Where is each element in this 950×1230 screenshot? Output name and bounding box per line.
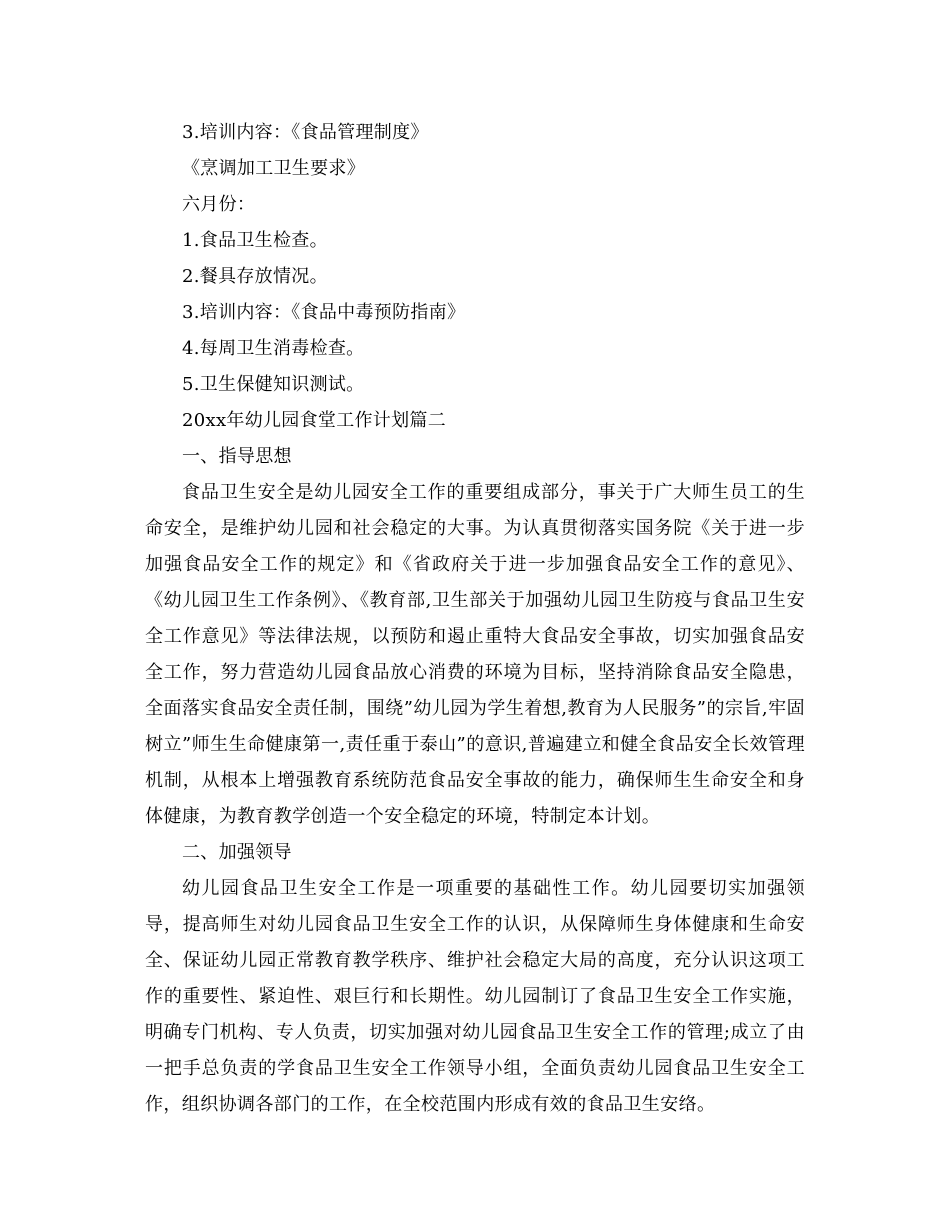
list-item-food-inspection: 1.食品卫生检查。 <box>182 230 328 251</box>
paragraph-guiding-principle: 食品卫生安全是幼儿园安全工作的重要组成部分，事关于广大师生员工的生命安全，是维护幼儿园和社会稳定的大事。为认真贯彻落实国务院《关于进一步加强食品安全工作的规定》和《省政府关于进一步加强食品安全工作的意见》、《幼儿园卫生工作条例》、《教育部,卫生部关于加强幼儿园卫生防疫与食品卫生安全工作意见》等法律法规，以预防和遏止重特大食品安全事故，切实加强食品安全工作，努力营造幼儿园食品放心消费的环境为目标，坚持消除食品安全隐患，全面落实食品安全责任制，围绕”幼儿园为学生着想,教育为人民服务”的宗旨,牢固树立”师生生命健康第一,责任重于泰山”的意识,普遍建立和健全食品安全长效管理机制，从根本上增强教育系统防范食品安全事故的能力，确保师生生命安全和身体健康，为教育教学创造一个安全稳定的环境，特制定本计划。 <box>145 482 805 827</box>
list-item-weekly-disinfection: 4.每周卫生消毒检查。 <box>182 338 365 359</box>
list-item-training-content: 3.培训内容：《食品管理制度》 <box>182 122 429 143</box>
paragraph-strengthen-leadership: 幼儿园食品卫生安全工作是一项重要的基础性工作。幼儿园要切实加强领导，提高师生对幼儿园食品卫生安全工作的认识，从保障师生身体健康和生命安全、保证幼儿园正常教育教学秩序、维护社会稳定大局的高度，充分认识这项工作的重要性、紧迫性、艰巨行和长期性。幼儿园制订了食品卫生安全工作实施，明确专门机构、专人负责，切实加强对幼儿园食品卫生安全工作的管理;成立了由一把手总负责的学食品卫生安全工作领导小组，全面负责幼儿园食品卫生安全工作，组织协调各部门的工作，在全校范围内形成有效的食品卫生安络。 <box>145 878 805 1115</box>
heading-guiding-principle: 一、指导思想 <box>182 446 292 467</box>
heading-strengthen-leadership: 二、加强领导 <box>182 842 292 863</box>
month-heading-june: 六月份： <box>182 194 256 215</box>
list-item-health-test: 5.卫生保健知识测试。 <box>182 374 365 395</box>
list-item-poisoning-training: 3.培训内容：《食品中毒预防指南》 <box>182 302 466 323</box>
list-item-tableware-storage: 2.餐具存放情况。 <box>182 266 328 287</box>
section-title: 20xx年幼儿园食堂工作计划篇二 <box>182 410 447 431</box>
list-item-cooking-requirements: 《烹调加工卫生要求》 <box>182 158 365 179</box>
